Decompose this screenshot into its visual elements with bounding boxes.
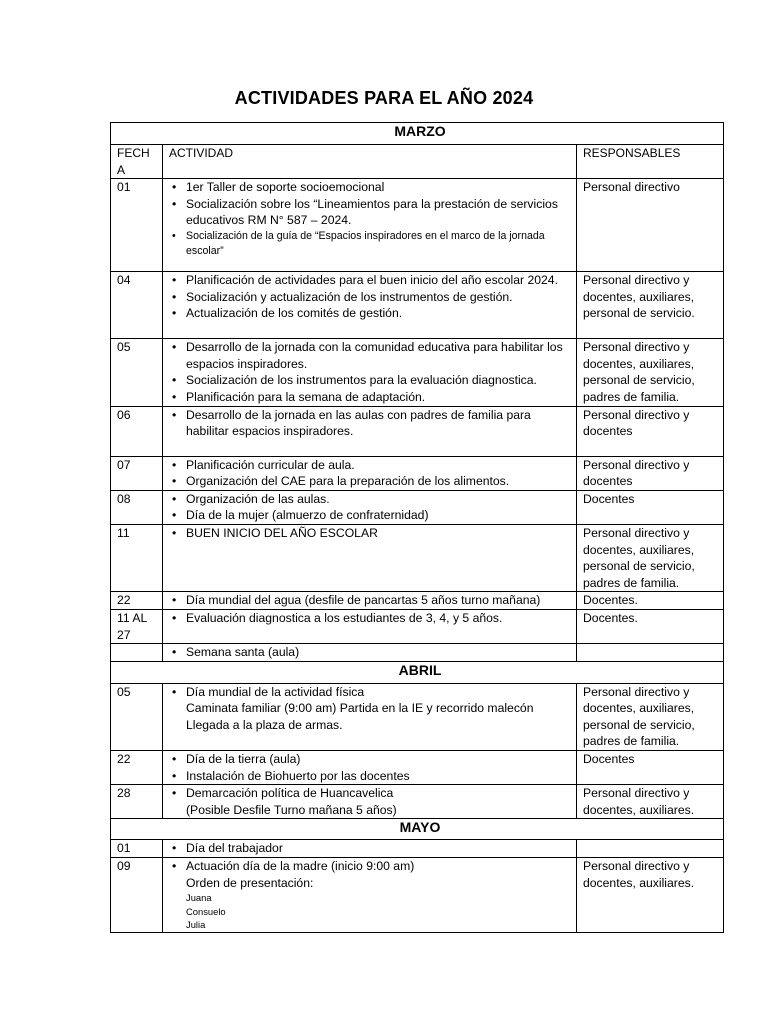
responsables-cell: Personal directivo y docentes, auxiliares. — [577, 785, 724, 819]
table-row — [111, 339, 724, 406]
date-cell: 01 — [111, 840, 163, 858]
date-cell: 05 — [111, 339, 163, 406]
list-item: • Socialización de la guía de “Espacios inspiradores en el marco de la jornada escolar” — [169, 229, 576, 259]
list-item: • Actualización de los comités de gestión. — [169, 305, 576, 322]
date-cell: 05 — [111, 683, 163, 750]
activity-list — [169, 491, 576, 524]
performer-name: Julia — [186, 919, 206, 931]
header-responsables: RESPONSABLES — [577, 145, 724, 179]
table-row — [111, 644, 724, 662]
responsables-cell: Personal directivo y docentes, auxiliares, personal de servicio, padres de familia. — [577, 524, 724, 591]
list-item: • Día mundial del agua (desfile de pancartas 5 años turno mañana) — [169, 592, 576, 609]
list-item-subline: Caminata familiar (9:00 am) Partida en la IE y recorrido malecón — [186, 701, 534, 716]
date-cell: 01 — [111, 179, 163, 272]
table-row — [111, 272, 724, 339]
table-row — [111, 490, 724, 524]
table-row — [111, 751, 724, 785]
list-item: • Socialización de los instrumentos para la evaluación diagnostica. — [169, 372, 576, 389]
header-fecha: FECH A — [111, 145, 163, 179]
activity-list — [169, 840, 576, 857]
date-cell: 08 — [111, 490, 163, 524]
list-item — [169, 858, 576, 932]
list-item-text: • Actuación día de la madre (inicio 9:00 am) — [186, 859, 415, 874]
responsables-cell: Docentes. — [577, 609, 724, 643]
activity-list — [169, 525, 576, 542]
date-cell: 11 AL 27 — [111, 609, 163, 643]
responsables-cell — [577, 644, 724, 662]
date-cell: 22 — [111, 592, 163, 610]
list-item: • Organización del CAE para la preparación de los alimentos. — [169, 473, 576, 490]
table-row — [111, 609, 724, 643]
table-row — [111, 683, 724, 750]
responsables-cell: Personal directivo y docentes, auxiliares. — [577, 858, 724, 933]
list-item: • Socialización sobre los “Lineamientos para la prestación de servicios educativos RM N° 587 – 2024. — [169, 196, 576, 229]
responsables-cell: Docentes — [577, 490, 724, 524]
date-cell: 09 — [111, 858, 163, 933]
list-item-subline: Llegada a la plaza de armas. — [186, 717, 343, 732]
activity-list — [169, 592, 576, 609]
list-item: • Instalación de Biohuerto por las docentes — [169, 768, 576, 785]
table-row — [111, 592, 724, 610]
date-cell: 28 — [111, 785, 163, 819]
responsables-cell: Personal directivo y docentes, auxiliares, personal de servicio, padres de familia. — [577, 339, 724, 406]
list-item: • Organización de las aulas. — [169, 491, 576, 508]
activity-list — [169, 272, 576, 322]
activity-list — [169, 684, 576, 734]
performer-name: Juana — [186, 892, 212, 904]
table-row — [111, 179, 724, 272]
month-header-mayo: MAYO — [111, 819, 724, 840]
activity-list — [169, 179, 576, 259]
responsables-cell: Personal directivo y docentes — [577, 456, 724, 490]
responsables-cell: Docentes — [577, 751, 724, 785]
responsables-cell: Docentes. — [577, 592, 724, 610]
activity-list — [169, 407, 576, 440]
table-row — [111, 456, 724, 490]
responsables-cell — [577, 840, 724, 858]
activity-list — [169, 644, 576, 661]
list-item-subline: (Posible Desfile Turno mañana 5 años) — [186, 802, 397, 817]
table-row — [111, 840, 724, 858]
list-item-text: • Día mundial de la actividad física — [186, 684, 365, 699]
list-item: • Desarrollo de la jornada en las aulas con padres de familia para habilitar espacios inspiradores. — [169, 407, 576, 440]
list-item: • Planificación de actividades para el buen inicio del año escolar 2024. — [169, 272, 576, 289]
activity-list — [169, 339, 576, 405]
activity-list — [169, 751, 576, 784]
date-cell: 04 — [111, 272, 163, 339]
list-item: • Día de la mujer (almuerzo de confraternidad) — [169, 507, 576, 524]
activity-list — [169, 785, 576, 818]
list-item: • Planificación para la semana de adaptación. — [169, 389, 576, 406]
list-item-subline: Orden de presentación: — [186, 875, 314, 890]
month-header-marzo: MARZO — [111, 123, 724, 145]
list-item: • Planificación curricular de aula. — [169, 457, 576, 474]
responsables-cell: Personal directivo — [577, 179, 724, 272]
date-cell: 06 — [111, 406, 163, 456]
list-item: • Semana santa (aula) — [169, 644, 576, 661]
activity-list — [169, 610, 576, 627]
list-item — [169, 684, 576, 734]
header-actividad: ACTIVIDAD — [163, 145, 577, 179]
table-row — [111, 524, 724, 591]
activity-list — [169, 858, 576, 932]
list-item: • BUEN INICIO DEL AÑO ESCOLAR — [169, 525, 576, 542]
list-item-text: • Demarcación política de Huancavelica — [186, 786, 394, 801]
list-item: • Día de la tierra (aula) — [169, 751, 576, 768]
activities-table — [110, 122, 724, 933]
list-item: • Desarrollo de la jornada con la comunidad educativa para habilitar los espacios inspiradores. — [169, 339, 576, 372]
performer-name: Consuelo — [186, 905, 226, 917]
list-item: • Socialización y actualización de los instrumentos de gestión. — [169, 289, 576, 306]
date-cell: 11 — [111, 524, 163, 591]
table-row — [111, 858, 724, 933]
list-item: • Día del trabajador — [169, 840, 576, 857]
month-header-abril: ABRIL — [111, 661, 724, 683]
list-item: • 1er Taller de soporte socioemocional — [169, 179, 576, 196]
list-item: • Evaluación diagnostica a los estudiantes de 3, 4, y 5 años. — [169, 610, 576, 627]
date-cell — [111, 644, 163, 662]
responsables-cell: Personal directivo y docentes, auxiliares, personal de servicio, padres de familia. — [577, 683, 724, 750]
date-cell: 07 — [111, 456, 163, 490]
list-item — [169, 785, 576, 818]
responsables-cell: Personal directivo y docentes — [577, 406, 724, 456]
page-title: ACTIVIDADES PARA EL AÑO 2024 — [234, 88, 534, 108]
table-row — [111, 785, 724, 819]
date-cell: 22 — [111, 751, 163, 785]
responsables-cell: Personal directivo y docentes, auxiliares, personal de servicio. — [577, 272, 724, 339]
activity-list — [169, 457, 576, 490]
table-row — [111, 406, 724, 456]
